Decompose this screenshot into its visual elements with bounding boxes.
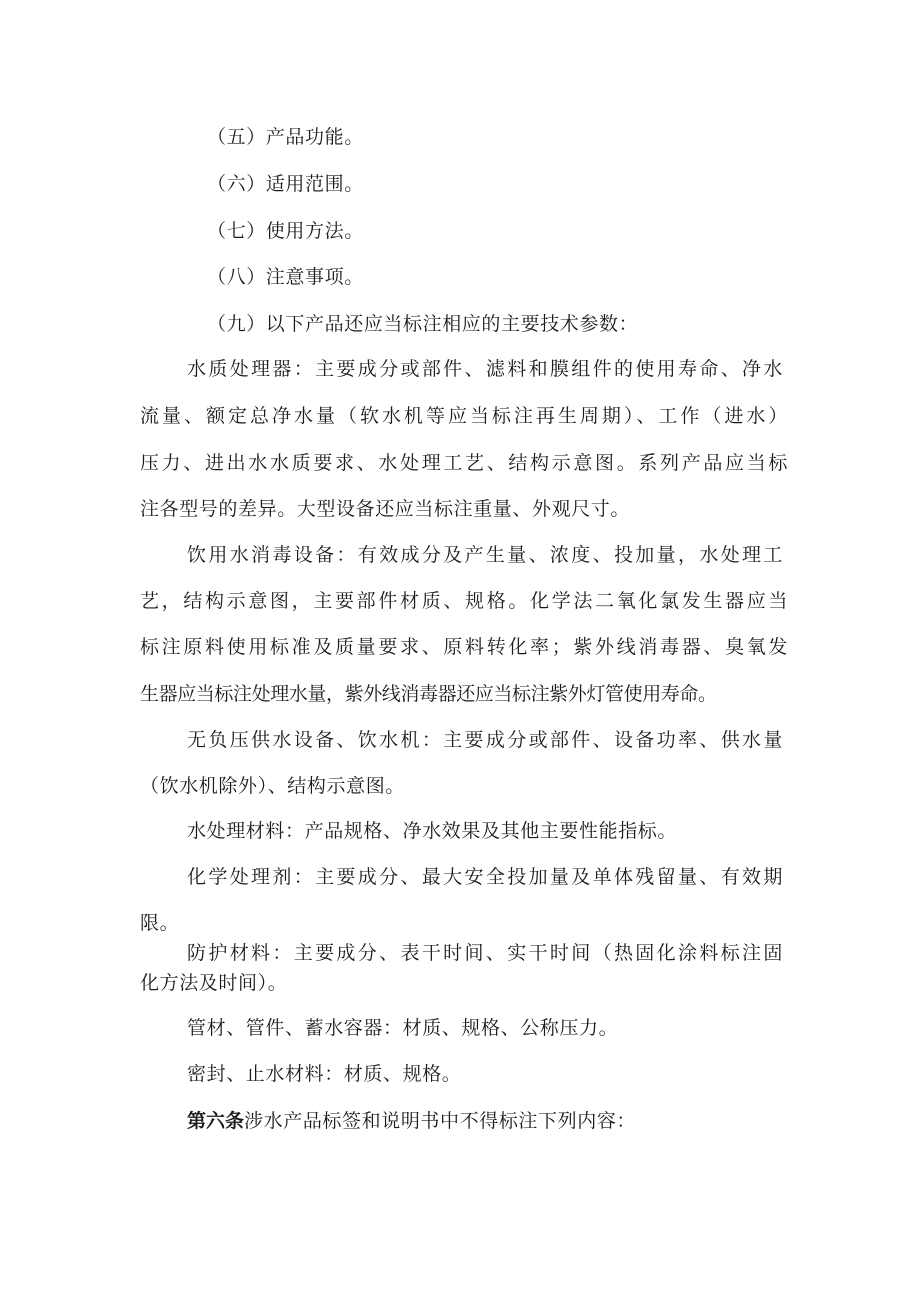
item-5: （五）产品功能。 — [207, 126, 364, 148]
item-7: （七）使用方法。 — [207, 220, 364, 242]
text-line: 限。 — [140, 912, 180, 934]
text-line: 艺，结构示意图，主要部件材质、规格。化学法二氧化氯发生器应当 — [140, 590, 788, 612]
text-line: 化学处理剂：主要成分、最大安全投加量及单体残留量、有效期 — [187, 866, 783, 888]
text-line: 化方法及时间）。 — [140, 972, 288, 994]
text-line: 无负压供水设备、饮水机：主要成分或部件、设备功率、供水量 — [187, 729, 783, 751]
text-line: 流量、额定总净水量（软水机等应当标注再生周期）、工作（进水） — [140, 405, 788, 427]
text-line: 防护材料：主要成分、表干时间、实干时间（热固化涂料标注固 — [187, 942, 783, 964]
item-9: （九）以下产品还应当标注相应的主要技术参数： — [207, 313, 639, 335]
item-8: （八）注意事项。 — [207, 266, 364, 288]
text-line: 生器应当标注处理水量，紫外线消毒器还应当标注紫外灯管使用寿命。 — [140, 683, 717, 705]
article-6 — [187, 1108, 835, 1134]
text-line: 压力、进出水水质要求、水处理工艺、结构示意图。系列产品应当标 — [140, 452, 788, 474]
text-line: 水质处理器：主要成分或部件、滤料和膜组件的使用寿命、净水 — [187, 358, 783, 380]
paragraph-pipes: 管材、管件、蓄水容器：材质、规格、公称压力。 — [187, 1017, 619, 1039]
paragraph-seal: 密封、止水材料：材质、规格。 — [187, 1063, 462, 1085]
article-6-title: 第六条 — [187, 1110, 245, 1132]
text-line: （饮水机除外）、结构示意图。 — [140, 775, 405, 797]
paragraph-material: 水处理材料：产品规格、净水效果及其他主要性能指标。 — [187, 820, 678, 842]
text-line: 注各型号的差异。大型设备还应当标注重量、外观尺寸。 — [140, 498, 631, 520]
text-line: 标注原料使用标准及质量要求、原料转化率；紫外线消毒器、臭氧发 — [140, 636, 788, 658]
article-6-text: 涉水产品标签和说明书中不得标注下列内容： — [244, 1110, 637, 1132]
text-line: 饮用水消毒设备：有效成分及产生量、浓度、投加量，水处理工 — [187, 544, 783, 566]
item-6: （六）适用范围。 — [207, 173, 364, 195]
